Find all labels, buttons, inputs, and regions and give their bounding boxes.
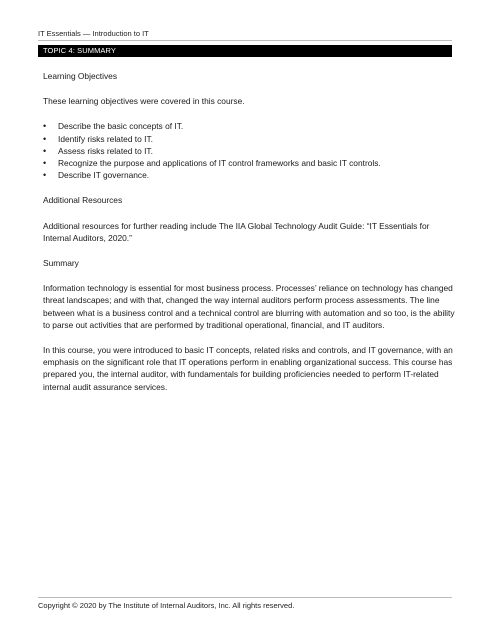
additional-resources-heading: Additional Resources	[43, 195, 123, 206]
learning-objectives-intro: These learning objectives were covered in this course.	[43, 96, 245, 107]
summary-paragraph-1: Information technology is essential for most business process. Processes’ reliance on technology has changed threat landscapes; and with that, changed the way internal auditors perform process assessments. The line between what is a business control and a technical control are blurring with automation and so too, is the ability to parse out activities that are performed by traditional operational, financial, and IT auditors.	[43, 283, 455, 330]
objectives-list	[43, 120, 455, 181]
objective-item: • Identify risks related to IT.	[43, 133, 455, 145]
summary-paragraph-2: In this course, you were introduced to basic IT concepts, related risks and controls, and IT governance, with an emphasis on the significant role that IT operations perform in enabling organizational success. This course has prepared you, the internal auditor, with fundamentals for building proficiencies needed to perform IT-related internal audit assurance services.	[43, 345, 453, 392]
objective-item: • Describe the basic concepts of IT.	[43, 120, 455, 132]
learning-objectives-heading: Learning Objectives	[43, 71, 118, 81]
footer-divider	[38, 597, 452, 598]
header-divider	[38, 40, 452, 41]
copyright-footer: Copyright © 2020 by The Institute of Internal Auditors, Inc. All rights reserved.	[38, 601, 295, 610]
objective-item: • Recognize the purpose and applications of IT control frameworks and basic IT controls.	[43, 157, 455, 169]
running-header: IT Essentials — Introduction to IT	[38, 29, 149, 38]
topic-banner: TOPIC 4: SUMMARY	[38, 45, 452, 57]
additional-resources-text: Additional resources for further reading include The IIA Global Technology Audit Guide: “IT Essentials for Internal Auditors, 2020.”	[43, 220, 430, 243]
summary-heading: Summary	[43, 258, 79, 269]
main-content	[43, 70, 455, 393]
objective-item: • Assess risks related to IT.	[43, 145, 455, 157]
objective-item: • Describe IT governance.	[43, 169, 455, 181]
